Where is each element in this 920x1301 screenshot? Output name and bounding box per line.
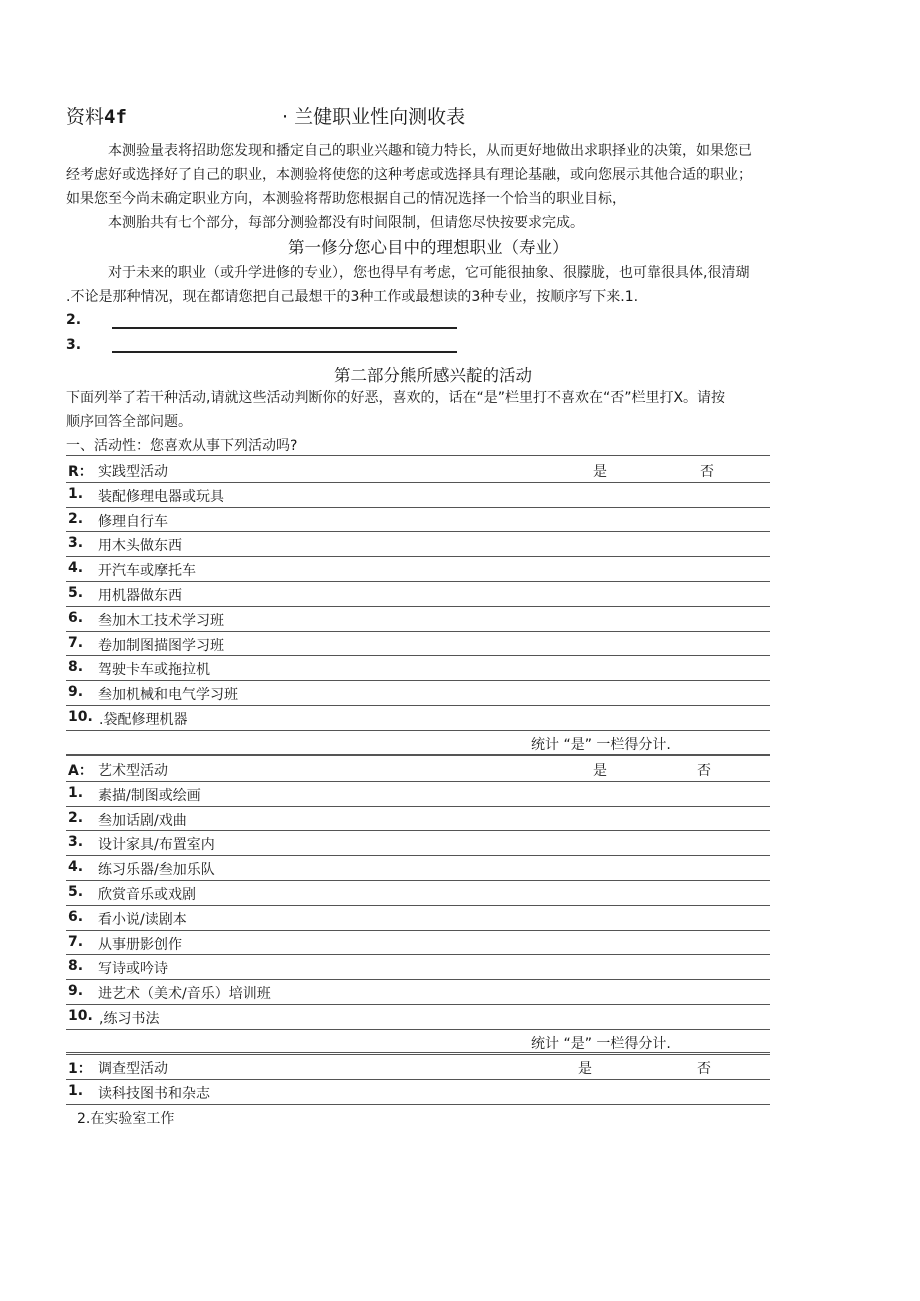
blank-label-3: 3. bbox=[66, 337, 82, 353]
item-text: 卷加制图描图学习班 bbox=[98, 637, 224, 654]
row-rule bbox=[66, 631, 770, 632]
part1-line-1: 对于未来的职业（或升学进修的专业），您也得早有考虑，它可能很抽象、很朦胧，也可靠很具体,很清瑚 bbox=[108, 265, 750, 281]
part2-instr-1: 下面列举了若干种活动,请就这些活动判断你的好恶，喜欢的，话在“是”栏里打不喜欢在“否”栏里打X。请按 bbox=[66, 390, 726, 406]
yes-checkbox-cell[interactable] bbox=[573, 907, 633, 927]
group-code: R： bbox=[68, 464, 93, 480]
no-checkbox-cell[interactable] bbox=[680, 533, 740, 553]
row-rule bbox=[66, 680, 770, 681]
no-checkbox-cell[interactable] bbox=[680, 484, 740, 504]
item-text: 素描/制图或绘画 bbox=[98, 787, 201, 804]
item-text: 修理自行车 bbox=[98, 513, 168, 530]
yes-checkbox-cell[interactable] bbox=[573, 608, 633, 628]
part2-heading: 第二部分熊所感兴靛的活动 bbox=[334, 366, 532, 385]
yes-checkbox-cell[interactable] bbox=[558, 1081, 618, 1101]
no-column-header: 否 bbox=[697, 763, 711, 779]
item-text: 从事册影创作 bbox=[98, 936, 182, 953]
item-text: .袋配修理机器 bbox=[99, 712, 188, 728]
intro-line-2: 经考虑好或选择好了自己的职业，本测验将使您的这种考虑或选择具有理论基融，或向您展示其他合适的职业； bbox=[66, 167, 752, 183]
item-number: 8. bbox=[68, 958, 84, 975]
yes-column-header: 是 bbox=[593, 464, 607, 480]
row-rule bbox=[66, 930, 770, 931]
row-rule bbox=[66, 482, 770, 483]
item-number: 9. bbox=[68, 983, 84, 1000]
answer-blank-3[interactable] bbox=[112, 351, 457, 353]
yes-checkbox-cell[interactable] bbox=[573, 657, 633, 677]
row-rule bbox=[66, 1029, 770, 1030]
tally-text: 统计 “是” 一栏得分计. bbox=[531, 1035, 671, 1052]
yes-checkbox-cell[interactable] bbox=[573, 981, 633, 1001]
item-text: 写诗或吟诗 bbox=[98, 961, 168, 978]
no-checkbox-cell[interactable] bbox=[680, 633, 740, 653]
blank-label-2: 2. bbox=[66, 312, 82, 328]
title-code: 4f bbox=[104, 106, 127, 128]
no-checkbox-cell[interactable] bbox=[677, 1081, 737, 1101]
no-checkbox-cell[interactable] bbox=[677, 808, 737, 828]
item-text: 驾驶卡车或拖拉机 bbox=[98, 662, 210, 679]
group-code: A： bbox=[68, 763, 93, 779]
group-code: 1： bbox=[68, 1061, 92, 1077]
yes-checkbox-cell[interactable] bbox=[573, 882, 633, 902]
row-rule bbox=[66, 705, 770, 706]
item-text: 叁加木工技术学习班 bbox=[98, 612, 224, 629]
row-rule bbox=[66, 1104, 770, 1105]
row-rule bbox=[66, 830, 770, 831]
no-checkbox-cell[interactable] bbox=[677, 783, 737, 803]
row-rule bbox=[66, 781, 770, 782]
item-text: 用木头做东西 bbox=[98, 538, 182, 555]
item-text: 进艺术（美术/音乐）培训班 bbox=[98, 986, 271, 1003]
title-prefix: 资料 bbox=[66, 106, 105, 128]
item-number: 1. bbox=[68, 1082, 84, 1099]
trailing-item: 2.在实验室工作 bbox=[77, 1111, 175, 1127]
row-rule bbox=[66, 730, 770, 731]
no-checkbox-cell[interactable] bbox=[677, 932, 737, 952]
yes-checkbox-cell[interactable] bbox=[573, 583, 633, 603]
yes-checkbox-cell[interactable] bbox=[573, 956, 633, 976]
item-number: 1. bbox=[68, 784, 84, 801]
group-label: 调查型活动 bbox=[98, 1061, 168, 1077]
row-rule bbox=[66, 806, 770, 807]
item-number: 6. bbox=[68, 609, 84, 626]
row-rule bbox=[66, 1054, 770, 1055]
group-label: 艺术型活动 bbox=[98, 763, 168, 779]
item-number: 1. bbox=[68, 485, 84, 502]
title-main: · 兰健职业性向测收表 bbox=[282, 106, 466, 128]
no-column-header: 否 bbox=[697, 1061, 711, 1077]
item-number: 7. bbox=[68, 933, 84, 950]
row-rule bbox=[66, 954, 770, 955]
yes-checkbox-cell[interactable] bbox=[573, 1006, 633, 1026]
group-top-rule bbox=[66, 754, 770, 755]
row-rule bbox=[66, 531, 770, 532]
yes-checkbox-cell[interactable] bbox=[573, 533, 633, 553]
no-checkbox-cell[interactable] bbox=[677, 832, 737, 852]
yes-checkbox-cell[interactable] bbox=[573, 633, 633, 653]
group-top-rule bbox=[66, 455, 770, 456]
no-checkbox-cell[interactable] bbox=[680, 657, 740, 677]
no-checkbox-cell[interactable] bbox=[680, 608, 740, 628]
no-checkbox-cell[interactable] bbox=[680, 509, 740, 529]
item-number: 7. bbox=[68, 634, 84, 651]
no-checkbox-cell[interactable] bbox=[680, 707, 740, 727]
no-checkbox-cell[interactable] bbox=[677, 882, 737, 902]
tally-text: 统计 “是” 一栏得分计. bbox=[531, 736, 671, 753]
yes-column-header: 是 bbox=[578, 1061, 592, 1077]
item-number: 3. bbox=[68, 834, 84, 851]
group-top-rule bbox=[66, 1052, 770, 1053]
intro-line-3: 如果您至今尚未确定职业方向，本测验将帮助您根据自己的情况选择一个恰当的职业目标， bbox=[66, 191, 626, 207]
group-label: 实践型活动 bbox=[98, 464, 168, 480]
row-rule bbox=[66, 1079, 770, 1080]
item-text: 欣赏音乐或戏剧 bbox=[98, 887, 196, 903]
row-rule bbox=[66, 606, 770, 607]
row-rule bbox=[66, 1004, 770, 1005]
no-checkbox-cell[interactable] bbox=[677, 1006, 737, 1026]
item-number: 3. bbox=[68, 535, 84, 552]
row-rule bbox=[66, 556, 770, 557]
item-number: 2. bbox=[68, 809, 84, 826]
no-checkbox-cell[interactable] bbox=[680, 558, 740, 578]
no-checkbox-cell[interactable] bbox=[677, 857, 737, 877]
yes-checkbox-cell[interactable] bbox=[573, 682, 633, 702]
answer-blank-2[interactable] bbox=[112, 327, 457, 329]
yes-checkbox-cell[interactable] bbox=[573, 808, 633, 828]
item-number: 5. bbox=[68, 585, 84, 601]
yes-checkbox-cell[interactable] bbox=[573, 509, 633, 529]
row-rule bbox=[66, 507, 770, 508]
page-title bbox=[66, 102, 127, 129]
row-rule bbox=[66, 855, 770, 856]
intro-line-1: 本测验量表将招助您发现和播定自己的职业兴趣和镜力特长，从而更好地做出求职择业的决策，如果您已 bbox=[108, 143, 752, 159]
item-text: 读科技图书和杂志 bbox=[98, 1085, 210, 1102]
item-text: 看小说/读剧本 bbox=[98, 911, 187, 928]
item-number: 4. bbox=[68, 560, 84, 577]
section-title: 一、活动性：您喜欢从事下列活动吗? bbox=[66, 438, 298, 454]
item-number: 10. bbox=[68, 1008, 93, 1024]
no-checkbox-cell[interactable] bbox=[680, 682, 740, 702]
no-column-header: 否 bbox=[700, 464, 714, 480]
no-checkbox-cell[interactable] bbox=[677, 907, 737, 927]
part1-line-2: .不论是那种情况，现在都请您把自己最想干的3种工作或最想读的3种专业，按顺序写下来.1. bbox=[66, 289, 639, 305]
row-rule bbox=[66, 880, 770, 881]
item-number: 9. bbox=[68, 684, 84, 701]
row-rule bbox=[66, 581, 770, 582]
yes-checkbox-cell[interactable] bbox=[573, 484, 633, 504]
item-number: 8. bbox=[68, 659, 84, 676]
yes-checkbox-cell[interactable] bbox=[573, 558, 633, 578]
item-text: 装配修理电器或玩具 bbox=[98, 488, 224, 505]
item-number: 4. bbox=[68, 859, 84, 876]
row-rule bbox=[66, 655, 770, 656]
item-text: 用机器做东西 bbox=[98, 588, 182, 604]
item-number: 6. bbox=[68, 908, 84, 925]
item-text: 叁加机械和电气学习班 bbox=[98, 687, 238, 704]
item-number: 5. bbox=[68, 884, 84, 900]
item-text: 设计家具/布置室内 bbox=[98, 837, 215, 854]
intro-line-4: 本测胎共有七个部分，每部分测验都没有时间限制，但请您尽快按要求完成。 bbox=[108, 215, 584, 231]
row-rule bbox=[66, 979, 770, 980]
no-checkbox-cell[interactable] bbox=[677, 981, 737, 1001]
item-text: ,练习书法 bbox=[99, 1011, 160, 1027]
yes-checkbox-cell[interactable] bbox=[573, 783, 633, 803]
yes-checkbox-cell[interactable] bbox=[573, 932, 633, 952]
item-text: 叁加话剧/戏曲 bbox=[98, 812, 187, 829]
yes-checkbox-cell[interactable] bbox=[573, 857, 633, 877]
item-number: 2. bbox=[68, 510, 84, 527]
item-text: 开汽车或摩托车 bbox=[98, 563, 196, 580]
yes-column-header: 是 bbox=[593, 763, 607, 779]
row-rule bbox=[66, 905, 770, 906]
no-checkbox-cell[interactable] bbox=[677, 956, 737, 976]
item-number: 10. bbox=[68, 709, 93, 725]
yes-checkbox-cell[interactable] bbox=[573, 707, 633, 727]
no-checkbox-cell[interactable] bbox=[680, 583, 740, 603]
yes-checkbox-cell[interactable] bbox=[573, 832, 633, 852]
part1-heading: 第一修分您心目中的理想职业（寿业） bbox=[288, 238, 569, 257]
part2-instr-2: 顺序回答全部问题。 bbox=[66, 414, 192, 430]
item-text: 练习乐器/叁加乐队 bbox=[98, 862, 215, 879]
